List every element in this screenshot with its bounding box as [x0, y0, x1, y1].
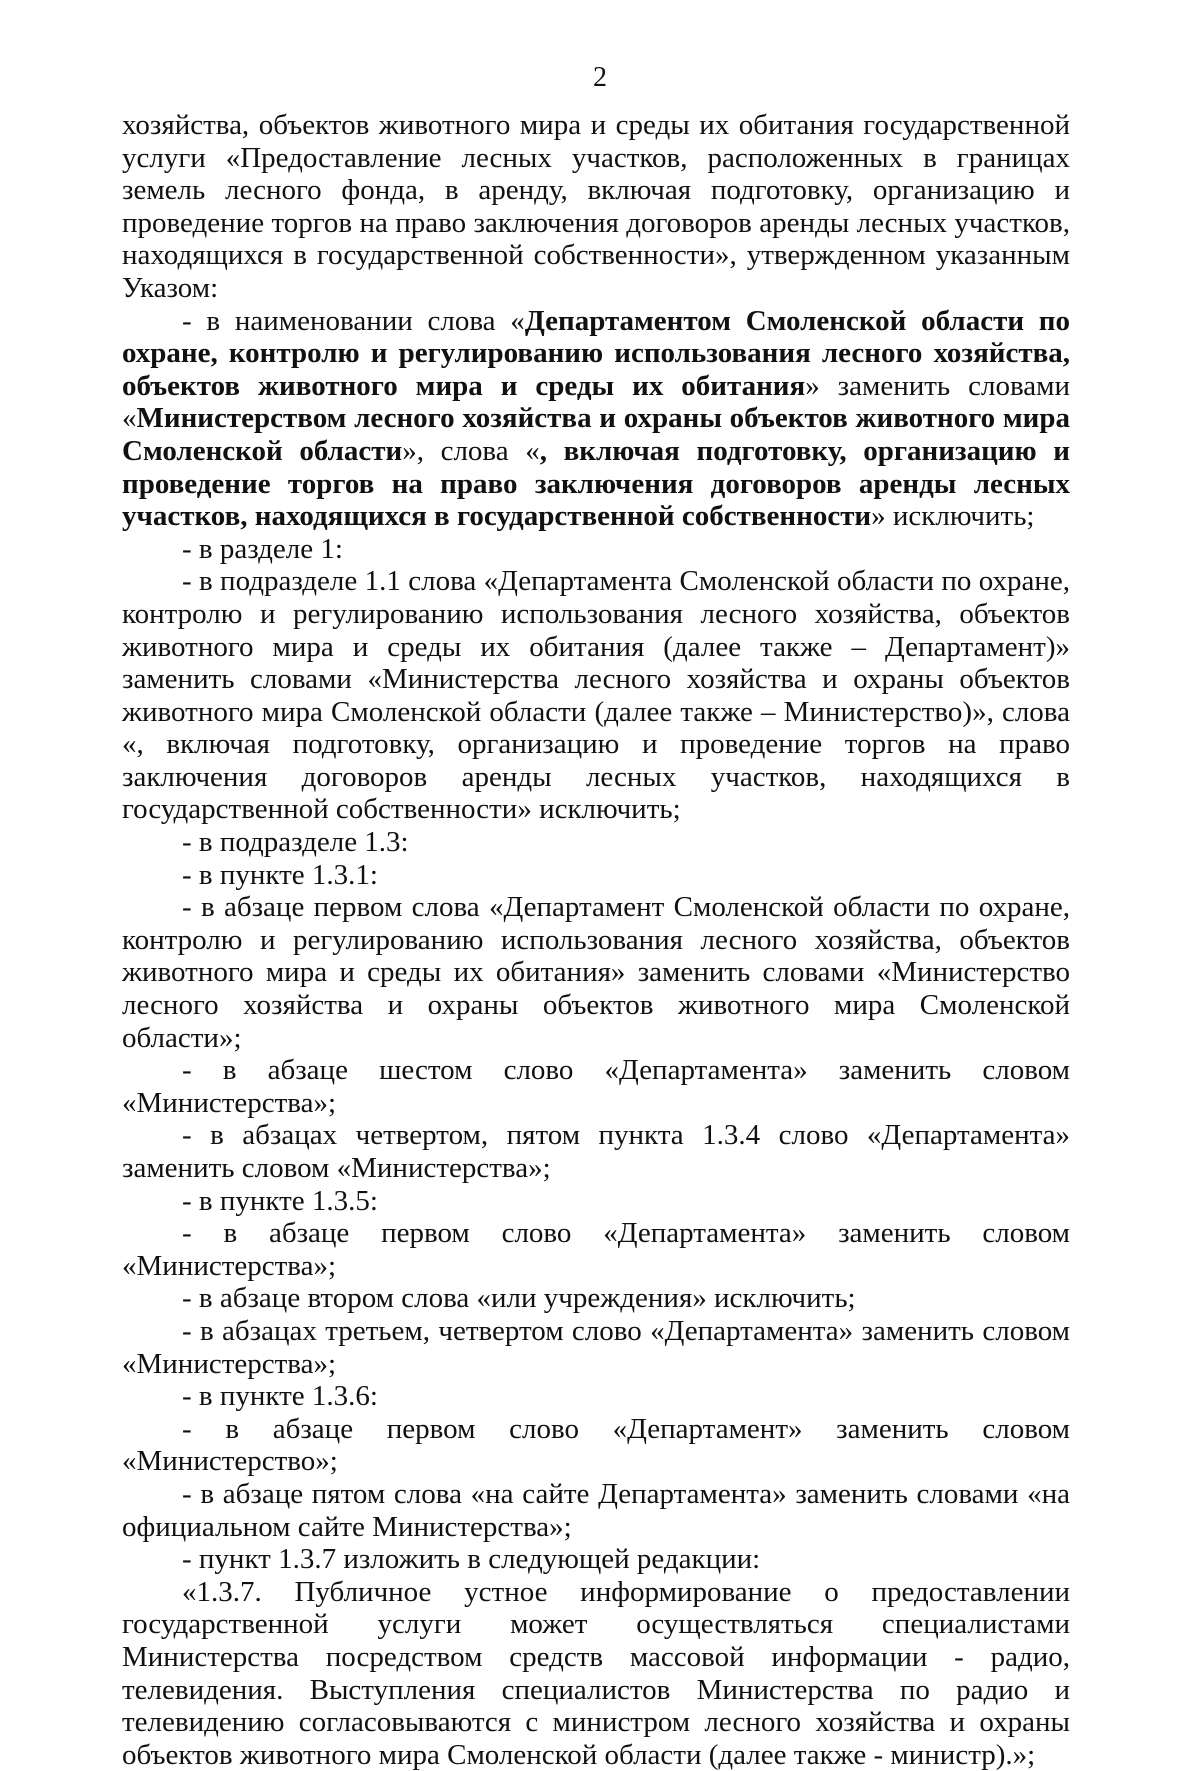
paragraph-section-1: - в разделе 1:	[182, 532, 343, 565]
paragraph-item-1-3-6-first: - в абзаце первом слово «Департамент» заменить словом «Министерство»;	[122, 1412, 1070, 1478]
paragraph-item-1-3-5-third-fourth: - в абзацах третьем, четвертом слово «Департамента» заменить словом «Министерства»;	[122, 1314, 1070, 1380]
text-segment: » исключить;	[871, 500, 1035, 533]
paragraph-item-1-3-7-new-text: «1.3.7. Публичное устное информирование о предоставлении государственной услуги может осуществляться специалистами Министерства посредством средств массовой информации - радио, телевидения. Выступления специалистов Министерства по радио и телевидению согласовываются с министром лесного хозяйства и охраны объектов животного мира Смоленской области (далее также - министр).»;	[122, 1575, 1070, 1771]
paragraph-subsection-1-1: - в подразделе 1.1 слова «Департамента Смоленской области по охране, контролю и регулированию использования лесного хозяйства, объектов животного мира и среды их обитания (далее также – Департамент)» заменить словами «Министерства лесного хозяйства и охраны объектов животного мира Смоленской области (далее также – Министерство)», слова «, включая подготовку, организацию и проведение торгов на право заключения договоров аренды лесных участков, находящихся в государственной собственности» исключить;	[122, 565, 1070, 826]
document-body	[122, 109, 1070, 1771]
paragraph-item-1-3-1-sixth: - в абзаце шестом слово «Департамента» заменить словом «Министерства»;	[122, 1054, 1070, 1119]
paragraph-item-1-3-7-intro: - пункт 1.3.7 изложить в следующей редакции:	[182, 1543, 761, 1576]
paragraph-item-1-3-5: - в пункте 1.3.5:	[182, 1184, 378, 1217]
paragraph-item-1-3-1: - в пункте 1.3.1:	[182, 858, 378, 891]
text-segment: », слова «	[402, 434, 540, 467]
bold-text-old-department: Департаментом Смоленской области по охране, контролю и регулированию использования лесного хозяйства, объектов животного мира и среды их обитания	[122, 304, 1070, 402]
paragraph-item-1-3-6: - в пункте 1.3.6:	[182, 1380, 378, 1413]
paragraph-intro: хозяйства, объектов животного мира и среды их обитания государственной услуги «Предоставление лесных участков, расположенных в границах земель лесного фонда, в аренду, включая подготовку, организацию и проведение торгов на право заключения договоров аренды лесных участков, находящихся в государственной собственности», утвержденном указанным Указом:	[122, 109, 1070, 304]
page-number: 2	[593, 62, 607, 93]
paragraph-item-1-3-5-second: - в абзаце втором слова «или учреждения» исключить;	[182, 1282, 856, 1315]
text-segment: » заменить словами «	[122, 369, 1071, 435]
paragraph-name-amendment	[122, 305, 1070, 533]
text-segment: - в наименовании слова «	[182, 304, 525, 337]
paragraph-item-1-3-6-fifth: - в абзаце пятом слова «на сайте Департамента» заменить словами «на официальном сайте Министерства»;	[122, 1477, 1070, 1543]
paragraph-item-1-3-4: - в абзацах четвертом, пятом пункта 1.3.4 слово «Департамента» заменить словом «Министерства»;	[122, 1119, 1070, 1184]
bold-text-new-ministry: Министерством лесного хозяйства и охраны объектов животного мира Смоленской области	[122, 402, 1070, 467]
paragraph-subsection-1-3: - в подразделе 1.3:	[182, 826, 409, 859]
bold-text-excluded-words: , включая подготовку, организацию и проведение торгов на право заключения договоров аренды лесных участков, находящихся в государственной собственности	[122, 434, 1070, 533]
paragraph-item-1-3-1-first: - в абзаце первом слова «Департамент Смоленской области по охране, контролю и регулированию использования лесного хозяйства, объектов животного мира и среды их обитания» заменить словами «Министерство лесного хозяйства и охраны объектов животного мира Смоленской области»;	[122, 891, 1070, 1054]
paragraph-item-1-3-5-first: - в абзаце первом слово «Департамента» заменить словом «Министерства»;	[122, 1217, 1070, 1282]
